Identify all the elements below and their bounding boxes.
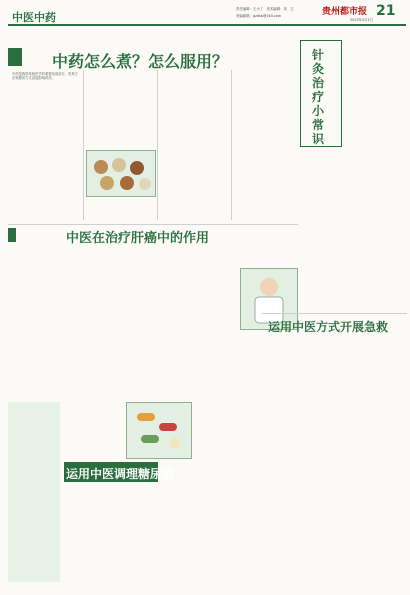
section3-headline: 运用中医调理糖尿病: [66, 467, 175, 481]
article-column: [130, 488, 190, 588]
article-column: [264, 340, 334, 590]
herb-photo: [86, 150, 156, 197]
article-column: [64, 402, 124, 457]
article-column: [86, 72, 154, 222]
article-column: [196, 402, 258, 588]
main-headline: 中药怎么煮？怎么服用？: [52, 52, 229, 71]
article-column: [64, 488, 124, 588]
article-column: [12, 72, 80, 222]
side-article-text: [300, 150, 340, 260]
article-column: [234, 60, 290, 222]
email-line: 采编邮箱：gzdsb@163.com: [236, 14, 282, 18]
page-number: 21: [376, 3, 396, 19]
article-column: [78, 262, 140, 392]
section-divider: [8, 224, 298, 225]
side-article-text: [344, 40, 404, 320]
section4-headline: 运用中医方式开展急救: [268, 320, 389, 334]
column-divider: [157, 70, 158, 220]
article-column: [338, 340, 406, 590]
title-accent-block: [8, 48, 22, 66]
article-column: [12, 262, 74, 392]
editor-line: 责任编辑：王小丁 美术编辑：刘 卫: [236, 7, 294, 11]
section2-accent: [8, 228, 16, 242]
header-rule: [8, 24, 406, 26]
section-label: 中医中药: [12, 11, 56, 24]
section2-headline: 中医在治疗肝癌中的作用: [66, 231, 210, 246]
column-divider: [83, 70, 84, 220]
side-headline: 针灸治疗小常识: [312, 48, 325, 146]
intro-text: 中药是我国传统医学的重要组成部分，煎煮方法和服用方式直接影响药效。: [12, 72, 78, 81]
article-column: [144, 262, 206, 392]
date-line: 2023年3月1日: [350, 18, 374, 22]
section-divider: [262, 313, 407, 314]
sidebar-text: [10, 408, 58, 578]
article-column: [160, 72, 228, 222]
paper-name: 贵州都市报: [322, 7, 368, 17]
column-divider: [231, 70, 232, 220]
capsule-photo: [126, 402, 192, 459]
